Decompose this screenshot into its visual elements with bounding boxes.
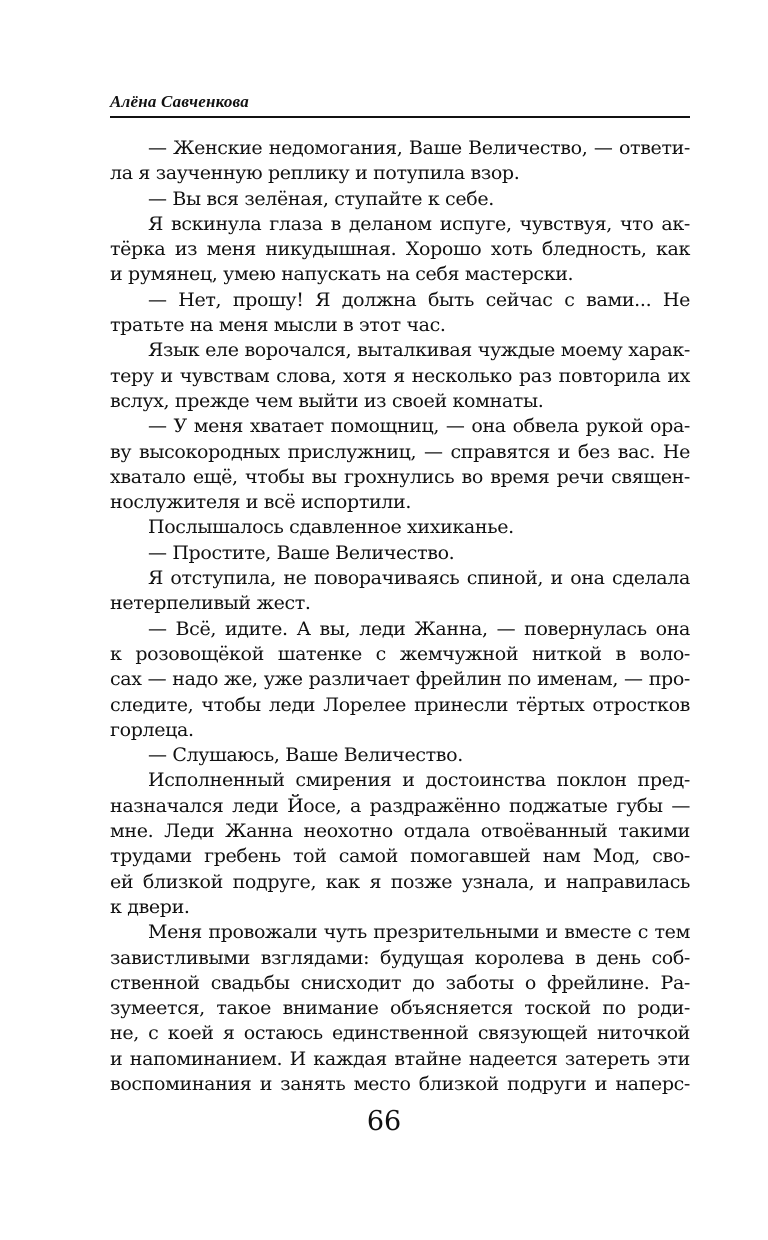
text-line: нетерпеливый жест. <box>110 592 311 615</box>
text-line: — Вы вся зелёная, ступайте к себе. <box>148 187 494 210</box>
text-line: — Простите, Ваше Величество. <box>148 541 455 564</box>
text-line: — Всё, идите. А вы, леди Жанна, — повернулась она <box>148 617 690 640</box>
text-line: — Нет, прошу! Я должна быть сейчас с вами... Не <box>148 288 690 311</box>
text-line: Меня провожали чуть презрительными и вместе с тем <box>148 921 690 944</box>
text-line: завистливыми взглядами: будущая королева в день соб- <box>110 946 690 969</box>
body-text <box>110 136 690 1097</box>
text-line: сах — надо же, уже различает фрейлин по именам, — про- <box>110 668 690 691</box>
text-line: горлеца. <box>110 718 194 741</box>
text-line: ла я заученную реплику и потупила взор. <box>110 162 520 185</box>
text-line: к розовощёкой шатенке с жемчужной ниткой в воло- <box>110 642 690 665</box>
text-line: нослужителя и всё испортили. <box>110 491 412 514</box>
text-line: и напоминанием. И каждая втайне надеется затереть эти <box>110 1047 690 1070</box>
text-line: — У меня хватает помощниц, — она обвела рукой ора- <box>148 415 690 438</box>
text-line: к двери. <box>110 895 190 918</box>
text-line: вслух, прежде чем выйти из своей комнаты. <box>110 389 544 412</box>
running-head-author: Алёна Савченкова <box>110 92 249 111</box>
text-line: тратьте на меня мысли в этот час. <box>110 314 446 337</box>
text-line: и румянец, умею напускать на себя мастерски. <box>110 263 574 286</box>
text-line: воспоминания и занять место близкой подруги и наперс- <box>110 1072 690 1095</box>
text-line: мне. Леди Жанна неохотно отдала отвоёванный такими <box>110 820 690 843</box>
text-line: хватало ещё, чтобы вы грохнулись во время речи священ- <box>110 465 690 488</box>
text-line: назначался леди Йосе, а раздражённо поджатые губы — <box>110 794 690 817</box>
text-line: ей близкой подруге, как я позже узнала, и направилась <box>110 870 690 893</box>
text-line: Послышалось сдавленное хихиканье. <box>148 516 514 539</box>
text-line: тёрка из меня никудышная. Хорошо хоть бледность, как <box>110 238 690 261</box>
text-line: Исполненный смирения и достоинства поклон пред- <box>148 769 690 792</box>
text-line: не, с коей я остаюсь единственной связующей ниточкой <box>110 1022 690 1045</box>
text-line: трудами гребень той самой помогавшей нам Мод, сво- <box>110 845 690 868</box>
text-line: теру и чувствам слова, хотя я несколько раз повторила их <box>110 364 690 387</box>
text-line: Я вскинула глаза в деланом испуге, чувствуя, что ак- <box>148 212 690 235</box>
header-rule <box>110 116 690 118</box>
text-line: следите, чтобы леди Лорелее принесли тёртых отростков <box>110 693 690 716</box>
text-line: зумеется, такое внимание объясняется тоской по роди- <box>110 997 690 1020</box>
text-line: ственной свадьбы снисходит до заботы о фрейлине. Ра- <box>110 971 690 994</box>
text-line: ву высокородных прислужниц, — справятся и без вас. Не <box>110 440 690 463</box>
text-line: Я отступила, не поворачиваясь спиной, и она сделала <box>148 567 690 590</box>
text-line: — Слушаюсь, Ваше Величество. <box>148 744 463 767</box>
page-number: 66 <box>366 1106 402 1137</box>
text-line: — Женские недомогания, Ваше Величество, — ответи- <box>148 137 690 159</box>
text-line: Язык еле ворочался, выталкивая чуждые моему харак- <box>148 339 690 362</box>
